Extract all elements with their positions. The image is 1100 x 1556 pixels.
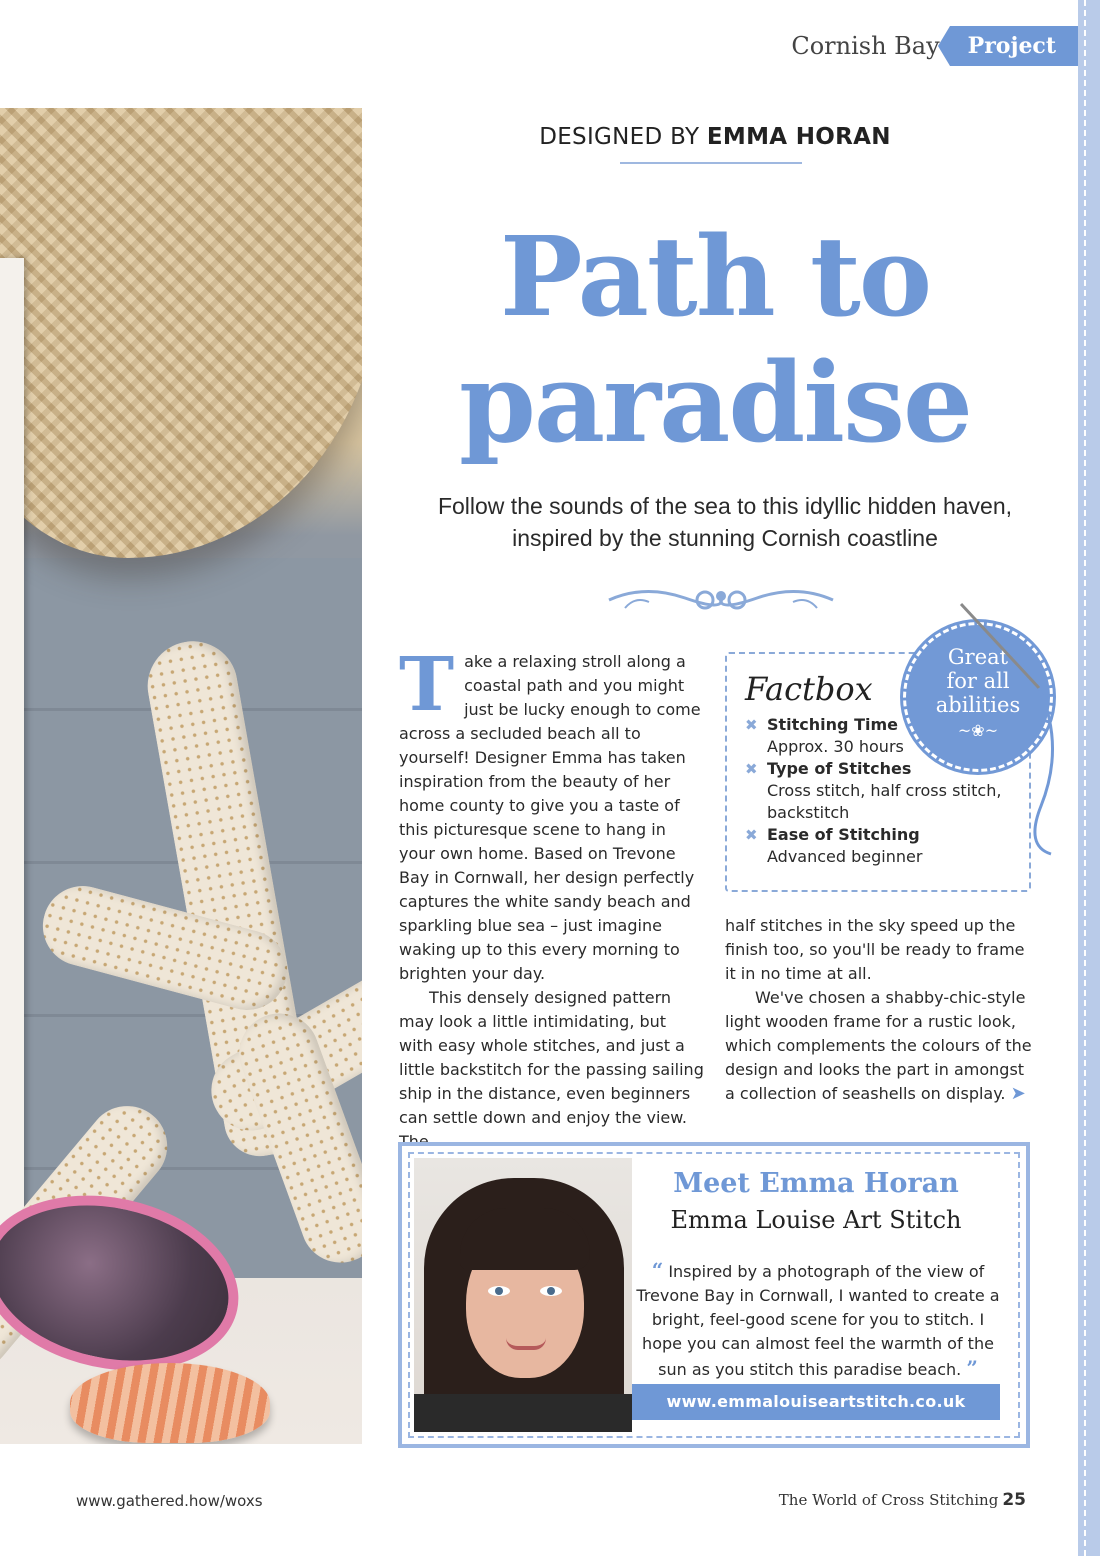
- profile-title: Meet Emma Horan: [673, 1168, 959, 1199]
- article-column-1: [399, 642, 705, 1154]
- factbox-value: Approx. 30 hours: [767, 737, 904, 756]
- factbox-label: Type of Stitches: [767, 759, 912, 778]
- designer-credit: [400, 124, 1030, 150]
- designer-portrait: [414, 1158, 632, 1432]
- divider: [620, 162, 802, 164]
- factbox-title: Factbox: [745, 670, 873, 708]
- feature-photo: [0, 108, 362, 1444]
- badge-line-3: abilities: [935, 693, 1021, 717]
- article-para-3-text: We've chosen a shabby-chic-style light wooden frame for a rustic look, which complements the colours of the design and looks the part in amongst a collection of seashells on display.: [725, 988, 1032, 1103]
- designer-website-link[interactable]: www.emmalouiseartstitch.co.uk: [632, 1384, 1000, 1420]
- portrait-mouth: [506, 1338, 546, 1350]
- magazine-name: The World of Cross Stitching: [778, 1491, 999, 1509]
- designer-prefix: DESIGNED BY: [539, 124, 700, 150]
- title-line-1: Path to: [499, 212, 931, 341]
- profile-quote-text: Inspired by a photograph of the view of Trevone Bay in Cornwall, I wanted to create a bright, feel-good scene for you to stitch. I hope you can almost feel the warmth of the sun as you stitch this paradise beach.: [636, 1262, 1000, 1379]
- portrait-eye: [488, 1286, 510, 1296]
- end-arrow-icon: ➤: [1010, 1083, 1026, 1104]
- cross-icon: ✖: [745, 760, 758, 778]
- designer-profile-box: [398, 1142, 1030, 1448]
- straw-hat: [0, 108, 362, 558]
- needle-thread-icon: [955, 596, 1065, 856]
- cross-icon: ✖: [745, 716, 758, 734]
- section-name: Cornish Bay: [791, 32, 940, 60]
- seashell: [70, 1363, 270, 1443]
- standfirst-line-2: inspired by the stunning Cornish coastline: [512, 525, 938, 551]
- section-header: [791, 26, 1078, 66]
- factbox-label: Ease of Stitching: [767, 825, 920, 844]
- portrait-eye: [540, 1286, 562, 1296]
- drop-cap: T: [399, 642, 455, 728]
- profile-subtitle: Emma Louise Art Stitch: [670, 1206, 962, 1234]
- flourish-ornament: [605, 578, 837, 618]
- footer-url[interactable]: www.gathered.how/woxs: [76, 1492, 263, 1510]
- factbox-value: Cross stitch, half cross stitch, backstitch: [767, 781, 1002, 822]
- article-column-2: [725, 914, 1035, 1106]
- designer-name: EMMA HORAN: [706, 124, 891, 150]
- article-para-2-continued: half stitches in the sky speed up the finish too, so you'll be ready to frame it in no time at all.: [725, 916, 1025, 983]
- swirl-icon: ~❀~: [957, 721, 999, 740]
- badge-line-1: Great: [947, 645, 1009, 669]
- page-number: 25: [1002, 1490, 1026, 1510]
- factbox-value: Advanced beginner: [767, 847, 923, 866]
- article-para-2: This densely designed pattern may look a little intimidating, but with easy whole stitches, and just a little backstitch for the passing sailing ship in the distance, even beginners can settle down and enjoy the view.: [399, 988, 704, 1127]
- factbox-label: Stitching Time: [767, 715, 898, 734]
- close-quote-icon: ”: [966, 1356, 978, 1380]
- cross-icon: ✖: [745, 826, 758, 844]
- page-title: [400, 214, 1030, 466]
- profile-quote: [634, 1258, 1002, 1382]
- portrait-clothing: [414, 1394, 632, 1432]
- article-para-3: [725, 986, 1035, 1106]
- title-line-2: paradise: [458, 338, 972, 467]
- section-tag: Project: [950, 26, 1078, 66]
- frame-edge: [0, 258, 24, 1308]
- standfirst-line-1: Follow the sounds of the sea to this idyllic hidden haven,: [437, 493, 1013, 519]
- article-para-1: [399, 642, 705, 986]
- portrait-bangs: [460, 1208, 590, 1270]
- badge-line-2: for all: [946, 669, 1010, 693]
- footer-magazine: [779, 1490, 1026, 1510]
- standfirst: [420, 490, 1030, 554]
- article-para-1-text: ake a relaxing stroll along a coastal path and you might just be lucky enough to come across a secluded beach all to yourself! Designer Emma has taken inspiration from the beauty of her home county to give you a taste of this picturesque scene to hang in your own home. Based on Trevone Bay in Cornwall, her design perfectly captures the white sandy beach and sparkling blue sea – just imagine waking up to this every morning to brighten your day.: [399, 652, 701, 983]
- open-quote-icon: “: [651, 1258, 664, 1282]
- page-edge-stripe: [1078, 0, 1100, 1556]
